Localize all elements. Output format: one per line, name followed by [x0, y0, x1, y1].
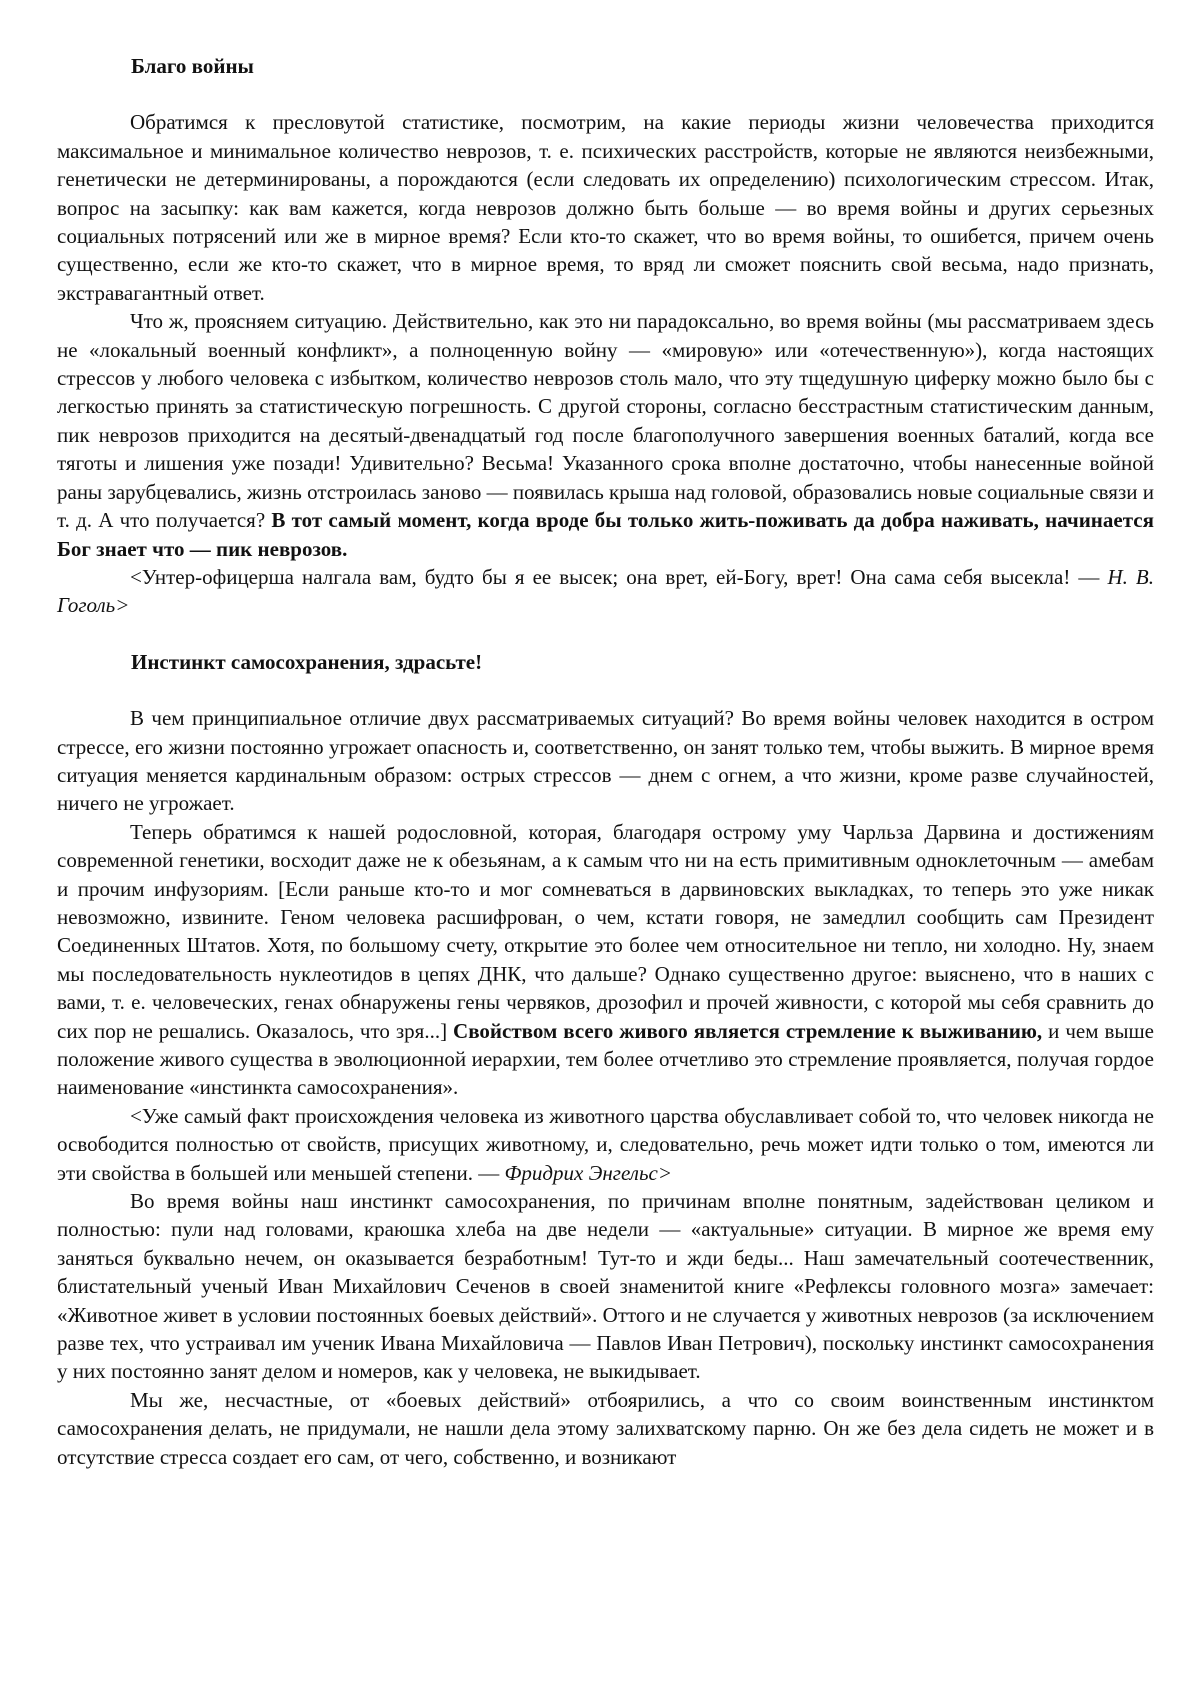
text-run: В чем принципиальное отличие двух рассматриваемых ситуаций? Во время войны человек находится в остром стрессе, его жизни постоянно угрожает опасность и, соответственно, он занят только тем, чтобы выжить. В мирное время ситуация меняется кардинальным образом: острых стрессов — днем с огнем, а что жизни, кроме разве случайностей, ничего не угрожает. [57, 706, 1154, 816]
paragraph [57, 307, 1154, 563]
text-run: и чем выше положение живого существа в эволюционной иерархии, тем более отчетливо это стремление проявляется, получая гордое наименование «инстинкта самосохранения». [57, 1018, 1154, 1100]
italic-text-run: Фридрих Энгельс> [504, 1160, 672, 1185]
text-run: <Унтер-офицерша налгала вам, будто бы я ее высек; она врет, ей-Богу, врет! Она сама себя высекла! — [130, 564, 1108, 589]
italic-text-run: Н. В. Гоголь> [57, 564, 1155, 618]
epigraph-quote-gogol [57, 563, 1154, 620]
paragraph [57, 1386, 1154, 1471]
paragraph [57, 108, 1154, 307]
section-body-instinkt [57, 704, 1154, 1471]
epigraph-quote-engels [57, 1102, 1154, 1187]
section-title-blago-voiny: Благо войны [131, 54, 254, 78]
text-run: Теперь обратимся к нашей родословной, которая, благодаря острому уму Чарльза Дарвина и достижениям современной генетики, восходит даже не к обезьянам, а к самым что ни на есть примитивным одноклеточным — амебам и прочим инфузориям. [Если раньше кто-то и мог сомневаться в дарвиновских выкладках, то теперь это уже никак невозможно, извините. Геном человека расшифрован, о чем, кстати говоря, не замедлил сообщить сам Президент Соединенных Штатов. Хотя, по большому счету, открытие это более чем относительное ни тепло, ни холодно. Ну, знаем мы последовательность нуклеотидов в цепях ДНК, что дальше? Однако существенно другое: выяснено, что в наших с вами, т. е. человеческих, генах обнаружены гены червяков, дрозофил и прочей живности, с которой мы себя сравнить до сих пор не решались. Оказалось, что зря...] [57, 819, 1154, 1043]
text-run: Мы же, несчастные, от «боевых действий» отбоярились, а что со своим воинственным инстинктом самосохранения делать, не придумали, не нашли дела этому залихватскому парню. Он же без дела сидеть не может и в отсутствие стресса создает его сам, от чего, собственно, и возникают [57, 1387, 1154, 1469]
section-body-blago-voiny [57, 108, 1154, 619]
text-run: Во время войны наш инстинкт самосохранения, по причинам вполне понятным, задействован целиком и полностью: пули над головами, краюшка хлеба на две недели — «актуальные» ситуации. В мирное же время ему заняться буквально нечем, он оказывается безработным! Тут-то и жди беды... Наш замечательный соотечественник, блистательный ученый Иван Михайлович Сеченов в своей знаменитой книге «Рефлексы головного мозга» замечает: «Животное живет в условии постоянных боевых действий». Оттого и не случается у животных неврозов (за исключением разве тех, что устраивал им ученик Ивана Михайловича — Павлов Иван Петрович), поскольку инстинкт самосохранения у них постоянно занят делом и номеров, как у человека, не выкидывает. [57, 1189, 1154, 1384]
paragraph [57, 1187, 1154, 1386]
paragraph [57, 704, 1154, 818]
bold-text-run: Свойством всего живого является стремление к выживанию, [453, 1018, 1043, 1043]
text-run: Что ж, проясняем ситуацию. Действительно, как это ни парадоксально, во время войны (мы рассматриваем здесь не «локальный военный конфликт», а полноценную войну — «мировую» или «отечественную»), когда настоящих стрессов у любого человека с избытком, количество неврозов столь мало, что эту тщедушную циферку можно было бы с легкостью принять за статистическую погрешность. С другой стороны, согласно бесстрастным статистическим данным, пик неврозов приходится на десятый-двенадцатый год после благополучного завершения военных баталий, когда все тяготы и лишения уже позади! Удивительно? Весьма! Указанного срока вполне достаточно, чтобы нанесенные войной раны зарубцевались, жизнь отстроилась заново — появилась крыша над головой, образовались новые социальные связи и т. д. А что получается? [57, 309, 1154, 533]
text-run: <Уже самый факт происхождения человека из животного царства обуславливает собой то, что человек никогда не освободится полностью от свойств, присущих животному, и, следовательно, речь может идти только о том, имеются ли эти свойства в большей или меньшей степени. — [57, 1103, 1154, 1185]
paragraph [57, 818, 1154, 1102]
section-title-instinkt: Инстинкт самосохранения, здрасьте! [131, 649, 483, 674]
text-run: Обратимся к пресловутой статистике, посмотрим, на какие периоды жизни человечества приходится максимальное и минимальное количество неврозов, т. е. психических расстройств, которые не являются неизбежными, генетически не детерминированы, а порождаются (если следовать их определению) психологическим стрессом. Итак, вопрос на засыпку: как вам кажется, когда неврозов должно быть больше — во время войны и других серьезных социальных потрясений или же в мирное время? Если кто-то скажет, что во время войны, то ошибется, причем очень существенно, если же кто-то скажет, что в мирное время, то вряд ли сможет пояснить свой весьма, надо признать, экстравагантный ответ. [57, 110, 1154, 305]
bold-text-run: В тот самый момент, когда вроде бы только жить-поживать да добра наживать, начинается Бог знает что — пик неврозов. [57, 508, 1154, 561]
